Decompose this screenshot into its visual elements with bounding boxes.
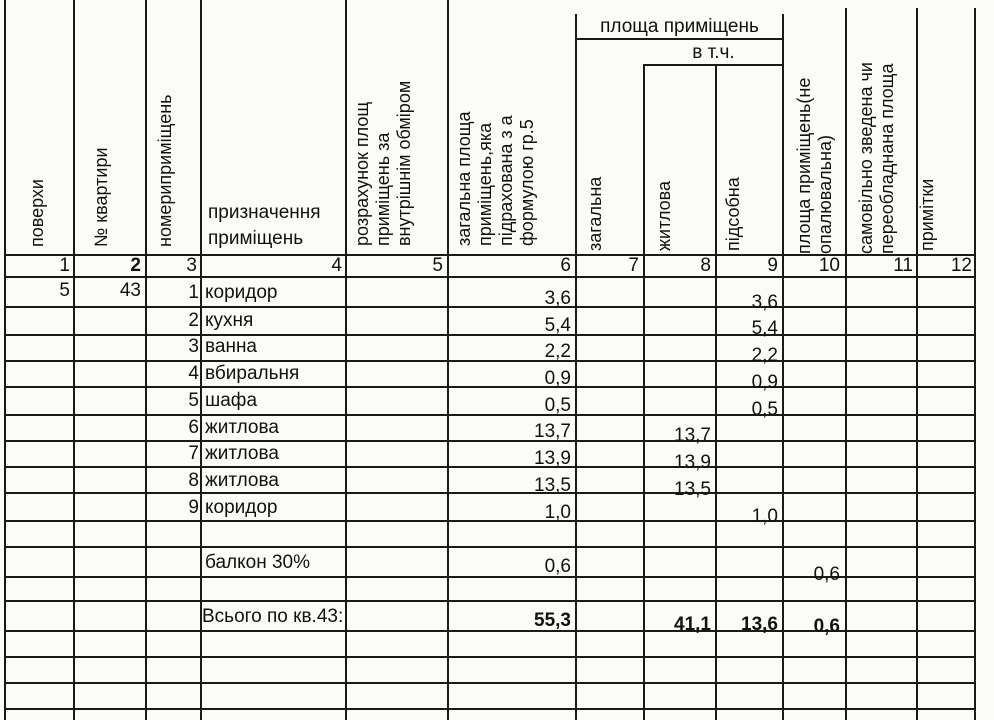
header-unauthorized-area: самовільно зведена чи переобладнана площа: [856, 62, 897, 254]
room-name: коридор: [205, 497, 278, 518]
column-number: 11: [893, 255, 913, 276]
room-total-area: 13,7: [534, 421, 571, 442]
header-purpose-line2: приміщень: [208, 228, 304, 249]
room-aux-area: 5,4: [751, 318, 778, 339]
room-living-area: 13,7: [674, 425, 711, 446]
grid-line: [782, 14, 784, 720]
room-total-area: 2,2: [544, 341, 571, 362]
room-name: житлова: [205, 470, 279, 491]
room-total-area: 0,5: [544, 395, 571, 416]
room-total-area: 13,5: [534, 475, 571, 496]
header-apartment-no: № квартири: [91, 147, 111, 247]
grid-line: [974, 8, 976, 720]
column-number: 3: [186, 255, 197, 276]
room-aux-area: 2,2: [751, 345, 778, 366]
column-number: 2: [130, 255, 141, 276]
column-number: 8: [700, 255, 711, 276]
grid-line: [845, 8, 847, 720]
grid-line: [4, 546, 976, 548]
header-total-area-formula: загальна площа приміщень,яка підрахована з а формулою гр.5: [454, 111, 537, 246]
room-number: 6: [188, 417, 199, 438]
column-number: 10: [818, 255, 840, 276]
header-total: загальна: [585, 176, 605, 251]
column-number: 1: [59, 255, 70, 276]
room-number: 7: [188, 443, 199, 464]
room-aux-area: 1,0: [751, 506, 778, 527]
header-room-numbers: номериприміщень: [155, 94, 175, 247]
header-nonheated-area: площа приміщень(не опалювальна): [794, 77, 835, 254]
balcony-label: балкон 30%: [205, 552, 310, 573]
room-number: 4: [188, 363, 199, 384]
balcony-total-area: 0,6: [544, 556, 571, 577]
column-number: 6: [560, 255, 571, 276]
header-living: житлова: [654, 180, 674, 251]
room-number: 3: [188, 336, 199, 357]
grid-line: [575, 38, 783, 40]
room-total-area: 0,9: [544, 368, 571, 389]
column-number: 9: [767, 255, 778, 276]
room-number: 9: [188, 497, 199, 518]
grid-line: [4, 708, 976, 710]
header-group-room-area: площа приміщень: [600, 16, 759, 37]
header-area-calc: розрахунок площ приміщень за внутрішнім обміром: [352, 80, 414, 246]
header-group-including: в т.ч.: [692, 42, 735, 63]
grid-line: [4, 656, 976, 658]
room-name: вбиральня: [205, 363, 300, 384]
room-aux-area: 0,5: [751, 399, 778, 420]
summary-aux-area: 13,6: [741, 614, 778, 635]
room-name: кухня: [205, 310, 254, 331]
summary-label: Всього по кв.43:: [202, 606, 344, 627]
grid-line: [4, 682, 976, 684]
grid-line: [575, 14, 577, 720]
room-total-area: 1,0: [544, 502, 571, 523]
summary-nonheated-area: 0,6: [813, 616, 840, 637]
room-total-area: 5,4: [544, 315, 571, 336]
room-number: 8: [188, 470, 199, 491]
header-floors: поверхи: [27, 179, 47, 247]
summary-living-area: 41,1: [674, 614, 711, 635]
room-total-area: 13,9: [534, 448, 571, 469]
room-living-area: 13,5: [674, 479, 711, 500]
room-number: 2: [188, 310, 199, 331]
summary-total-area: 55,3: [534, 610, 571, 631]
room-number: 5: [188, 390, 199, 411]
grid-line: [4, 600, 976, 602]
room-name: шафа: [205, 390, 258, 411]
grid-line: [916, 8, 918, 720]
room-number: 1: [188, 282, 199, 303]
apartment-value: 43: [119, 280, 141, 301]
balcony-nonheated-area: 0,6: [813, 564, 840, 585]
floor-value: 5: [59, 280, 70, 301]
room-name: житлова: [205, 417, 279, 438]
header-auxiliary: підсобна: [723, 177, 743, 251]
header-notes: примітки: [917, 178, 937, 251]
column-number: 7: [628, 255, 639, 276]
column-number: 12: [950, 255, 972, 276]
room-aux-area: 0,9: [751, 372, 778, 393]
column-number: 4: [331, 255, 342, 276]
grid-line: [643, 64, 783, 66]
room-name: коридор: [205, 282, 278, 303]
room-name: ванна: [205, 336, 257, 357]
column-number: 5: [432, 255, 443, 276]
room-living-area: 13,9: [674, 452, 711, 473]
room-aux-area: 3,6: [751, 292, 778, 313]
room-total-area: 3,6: [544, 288, 571, 309]
room-name: житлова: [205, 443, 279, 464]
header-purpose-line1: призначення: [208, 202, 321, 223]
